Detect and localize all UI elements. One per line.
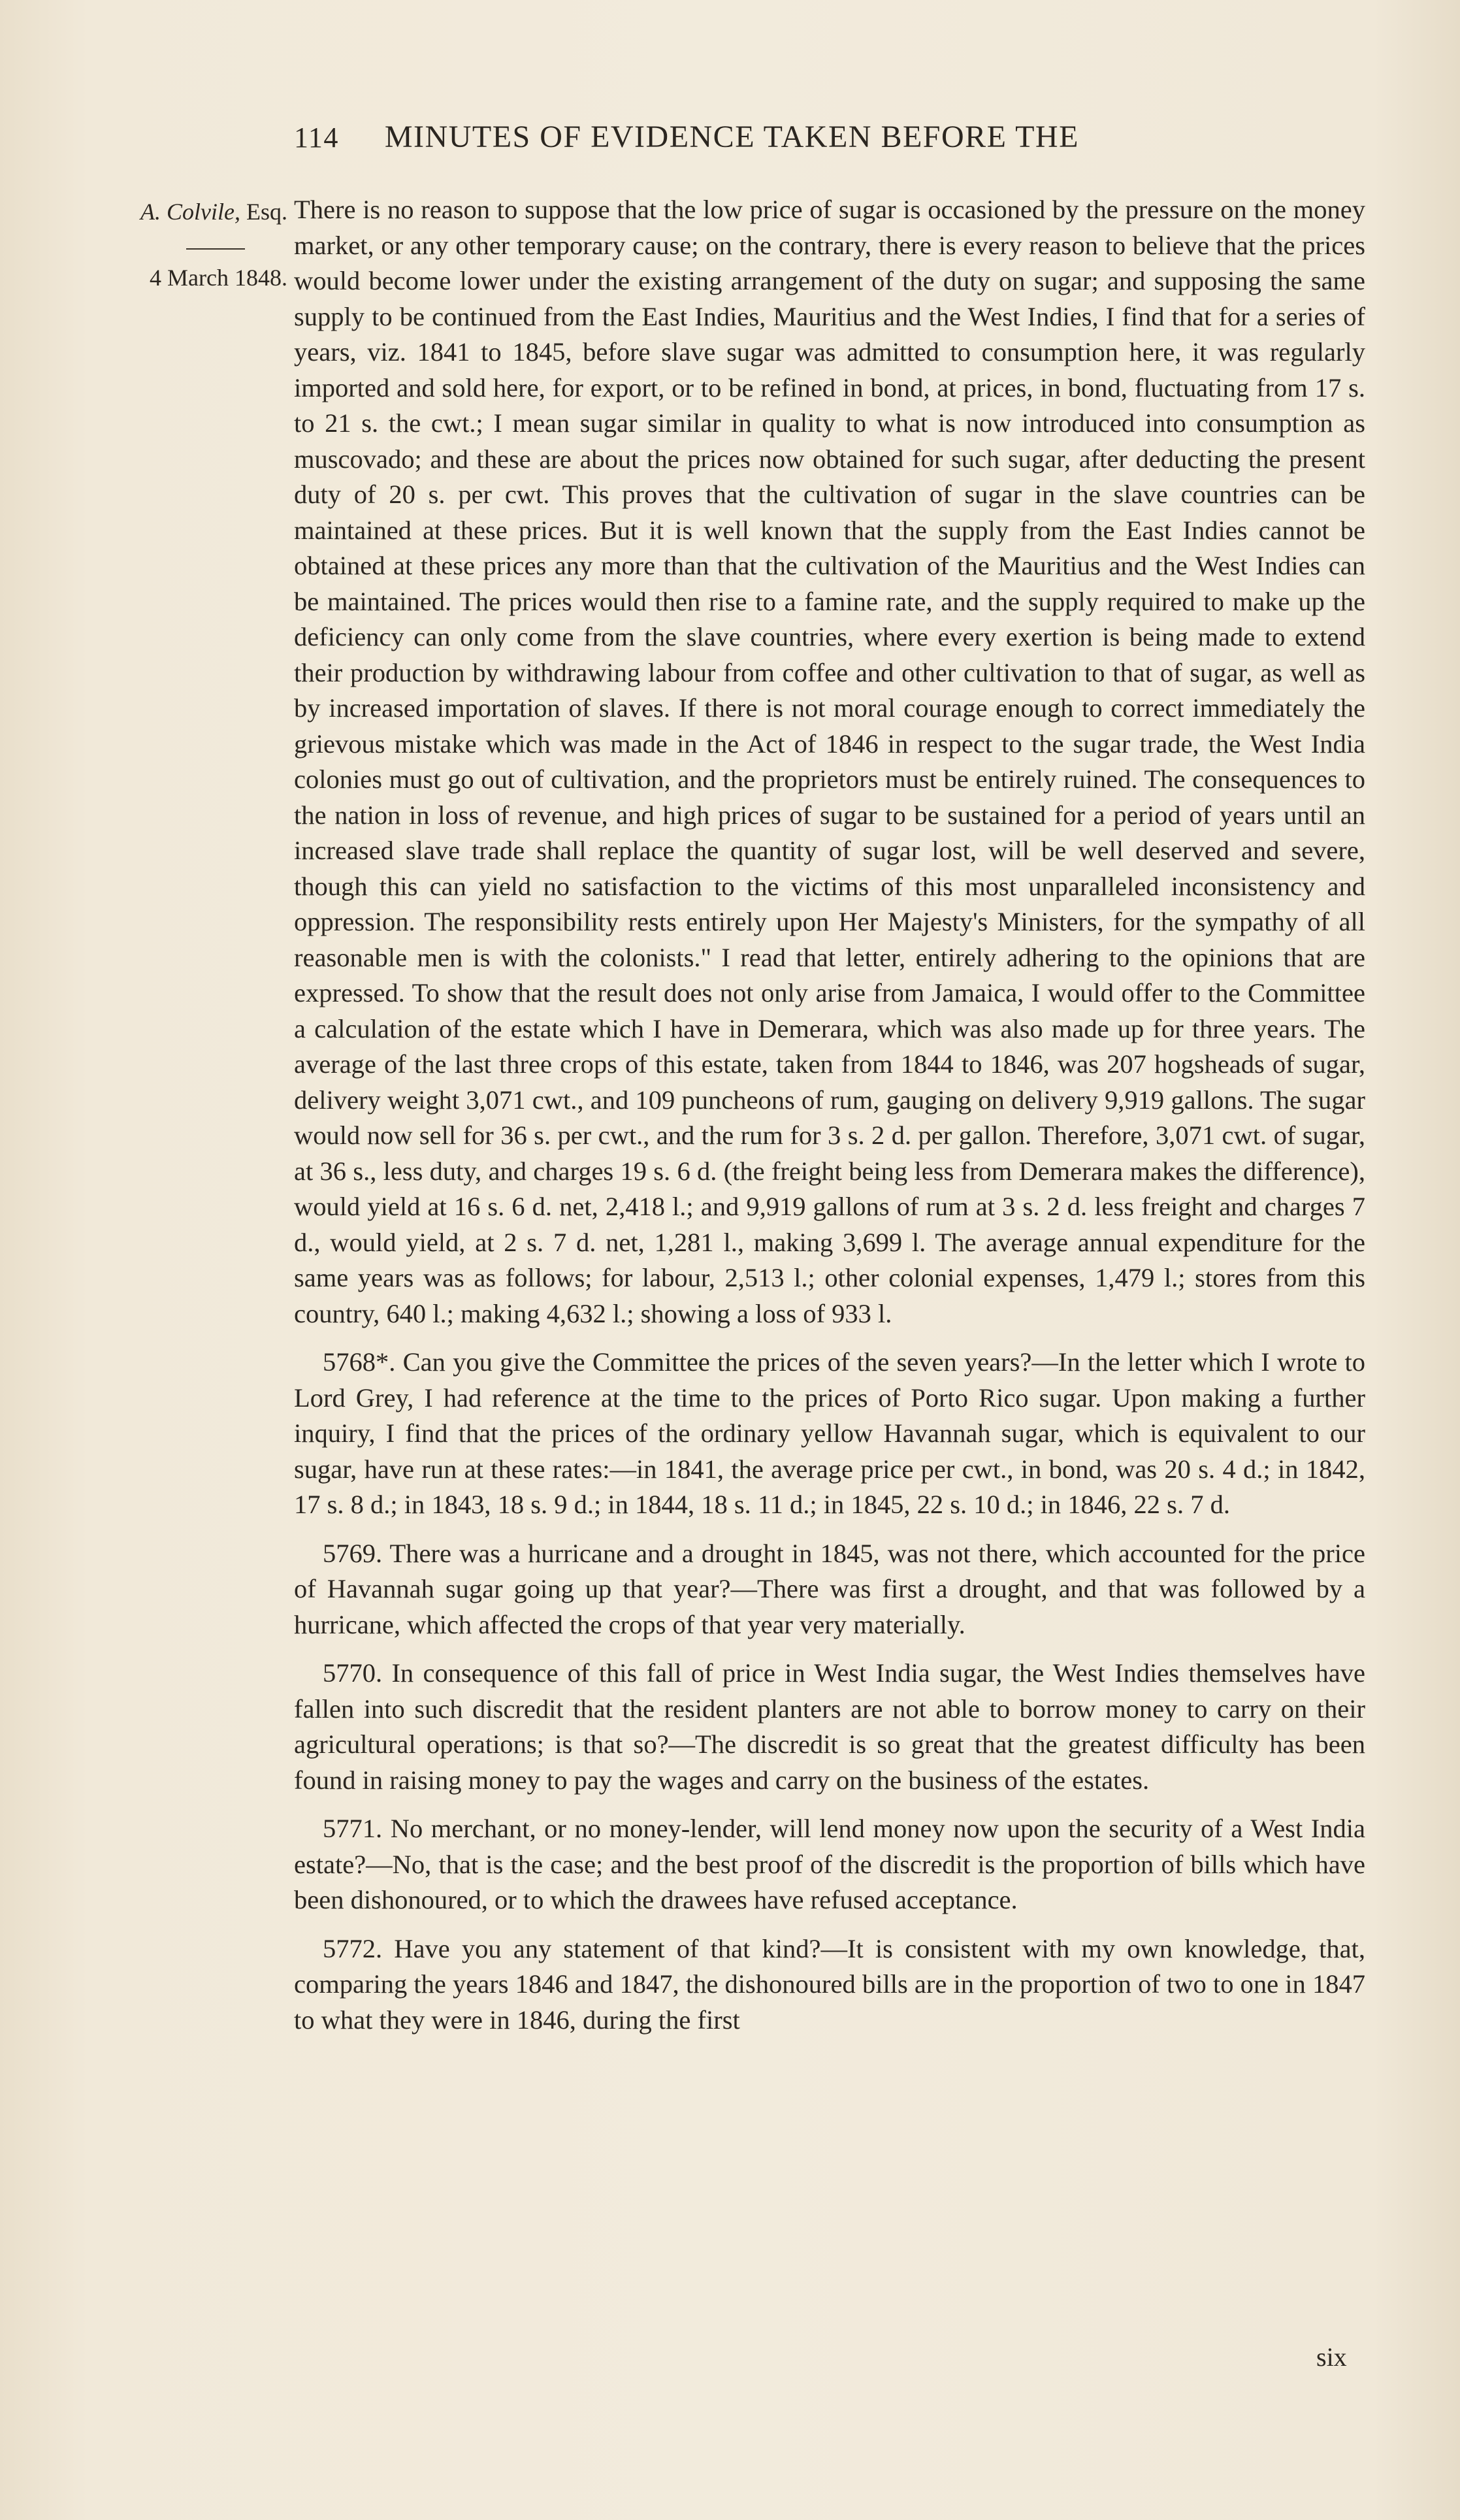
running-title: MINUTES OF EVIDENCE TAKEN BEFORE THE — [384, 120, 1079, 154]
margin-divider — [186, 248, 245, 250]
paragraph-question-5772: 5772. Have you any statement of that kind?—It is consistent with my own knowledge, that, comparing the years 1846 and 1847, the dishonoured bills are in the proportion of two to one in 1847 to what they were in 1846, during the first — [294, 1933, 1365, 2035]
witness-margin-note — [95, 194, 287, 229]
body-text — [294, 192, 1365, 2038]
paragraph-question-5770: 5770. In consequence of this fall of price in West India sugar, the West Indies themselves have fallen into such discredit that the resident planters are not able to borrow money to carry on their agricultural operations; is that so?—The discredit is so great that the greatest difficulty has been found in raising money to pay the wages and carry on the business of the estates. — [294, 1658, 1365, 1795]
paragraph-question-5769: 5769. There was a hurricane and a drought in 1845, was not there, which accounted for the price of Havannah sugar going up that year?—There was first a drought, and that was followed by a hurricane, which affected the crops of that year very materially. — [294, 1538, 1365, 1639]
catchword: six — [1316, 2342, 1347, 2372]
date-margin-note: 4 March 1848. — [150, 265, 287, 291]
paragraph-question-5768: 5768*. Can you give the Committee the prices of the seven years?—In the letter which I wrote to Lord Grey, I had reference at the time to the prices of Porto Rico sugar. Upon making a further inquiry, I find that the prices of the ordinary yellow Havannah sugar, which is equivalent to our sugar, have run at these rates:—in 1841, the average price per cwt., in bond, was 20 s. 4 d.; in 1842, 17 s. 8 d.; in 1843, 18 s. 9 d.; in 1844, 18 s. 11 d.; in 1845, 22 s. 10 d.; in 1846, 22 s. 7 d. — [294, 1347, 1365, 1519]
paragraph-continuation: There is no reason to suppose that the low price of sugar is occasioned by the pressure on the money market, or any other temporary cause; on the contrary, there is every reason to believe that the prices would become lower under the existing arrangement of the duty on sugar; and supposing the same supply to be continued from the East Indies, Mauritius and the West Indies, I find that for a series of years, viz. 1841 to 1845, before slave sugar was admitted to consumption here, it was regularly imported and sold here, for export, or to be refined in bond, at prices, in bond, fluctuating from 17 s. to 21 s. the cwt.; I mean sugar similar in quality to what is now introduced into consumption as muscovado; and these are about the prices now obtained for such sugar, after deducting the present duty of 20 s. per cwt. This proves that the cultivation of sugar in the slave countries can be maintained at these prices. But it is well known that the supply from the East Indies cannot be obtained at these prices any more than that the cultivation of the Mauritius and the West Indies can be maintained. The prices would then rise to a famine rate, and the supply required to make up the deficiency can only come from the slave countries, where every exertion is being made to extend their production by withdrawing labour from coffee and other cultivation to that of sugar, as well as by increased importation of slaves. If there is not moral courage enough to correct immediately the grievous mistake which was made in the Act of 1846 in respect to the sugar trade, the West India colonies must go out of cultivation, and the proprietors must be entirely ruined. The consequences to the nation in loss of revenue, and high prices of sugar to be sustained for a period of years until an increased slave trade shall replace the quantity of sugar lost, will be well deserved and severe, though this can yield no satisfaction to the victims of this most unparalleled inconsistency and oppression. The responsibility rests entirely upon Her Majesty's Ministers, for the sympathy of all reasonable men is with the colonists." I read that letter, entirely adhering to the opinions that are expressed. To show that the result does not only arise from Jamaica, I would offer to the Committee a calculation of the estate which I have in Demerara, which was also made up for three years. The average of the last three crops of this estate, taken from 1844 to 1846, was 207 hogsheads of sugar, delivery weight 3,071 cwt., and 109 puncheons of rum, gauging on delivery 9,919 gallons. The sugar would now sell for 36 s. per cwt., and the rum for 3 s. 2 d. per gallon. Therefore, 3,071 cwt. of sugar, at 36 s., less duty, and charges 19 s. 6 d. (the freight being less from Demerara makes the difference), would yield at 16 s. 6 d. net, 2,418 l.; and 9,919 gallons of rum at 3 s. 2 d. less freight and charges 7 d., would yield, at 2 s. 7 d. net, 1,281 l., making 3,699 l. The average annual expenditure for the same years was as follows; for labour, 2,513 l.; other colonial expenses, 1,479 l.; stores from this country, 640 l.; making 4,632 l.; showing a loss of 933 l. — [294, 195, 1365, 1328]
witness-suffix: Esq. — [240, 199, 287, 225]
running-header — [294, 119, 1235, 155]
paragraph-question-5771: 5771. No merchant, or no money-lender, will lend money now upon the security of a West India estate?—No, that is the case; and the best proof of the discredit is the proportion of bills which have been dishonoured, or to which the drawees have refused acceptance. — [294, 1814, 1365, 1914]
page-number: 114 — [294, 122, 339, 154]
witness-name: A. Colvile, — [140, 199, 240, 225]
